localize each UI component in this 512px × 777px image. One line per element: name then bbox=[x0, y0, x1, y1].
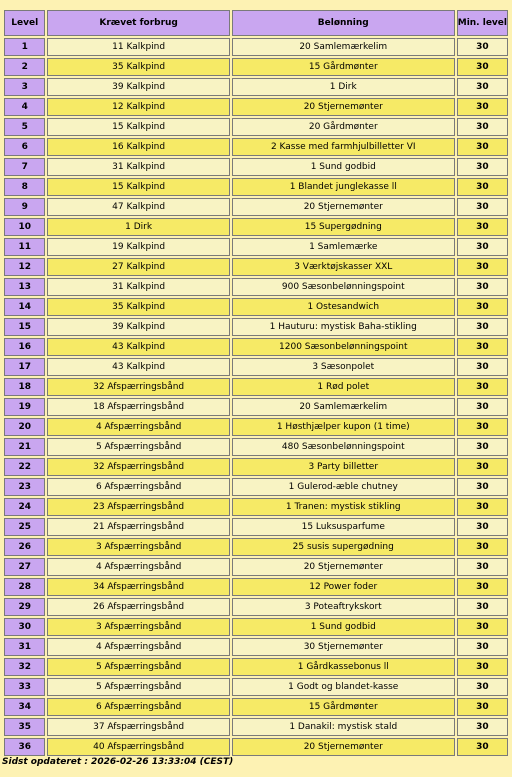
row-min-level: 30 bbox=[457, 458, 508, 476]
row-required: 15 Kalkpind bbox=[47, 118, 229, 136]
row-required: 5 Afspærringsbånd bbox=[47, 658, 229, 676]
row-required: 16 Kalkpind bbox=[47, 138, 229, 156]
row-required: 15 Kalkpind bbox=[47, 178, 229, 196]
row-level: 2 bbox=[4, 58, 45, 76]
row-level: 8 bbox=[4, 178, 45, 196]
row-min-level: 30 bbox=[457, 118, 508, 136]
row-required: 39 Kalkpind bbox=[47, 318, 229, 336]
table-row bbox=[4, 418, 508, 436]
row-level: 19 bbox=[4, 398, 45, 416]
table-row bbox=[4, 498, 508, 516]
row-level: 10 bbox=[4, 218, 45, 236]
row-required: 43 Kalkpind bbox=[47, 358, 229, 376]
rewards-table bbox=[2, 8, 510, 758]
table-row bbox=[4, 458, 508, 476]
row-reward: 20 Samlemærkelim bbox=[232, 398, 455, 416]
table-row bbox=[4, 478, 508, 496]
row-level: 14 bbox=[4, 298, 45, 316]
row-reward: 15 Gårdmønter bbox=[232, 58, 455, 76]
row-min-level: 30 bbox=[457, 318, 508, 336]
row-level: 13 bbox=[4, 278, 45, 296]
table-row bbox=[4, 338, 508, 356]
table-row bbox=[4, 718, 508, 736]
row-required: 1 Dirk bbox=[47, 218, 229, 236]
table-row bbox=[4, 278, 508, 296]
row-required: 4 Afspærringsbånd bbox=[47, 418, 229, 436]
row-required: 31 Kalkpind bbox=[47, 158, 229, 176]
row-reward: 3 Sæsonpolet bbox=[232, 358, 455, 376]
header-required: Krævet forbrug bbox=[47, 10, 229, 36]
row-reward: 15 Luksusparfume bbox=[232, 518, 455, 536]
row-required: 23 Afspærringsbånd bbox=[47, 498, 229, 516]
table-row bbox=[4, 178, 508, 196]
row-min-level: 30 bbox=[457, 178, 508, 196]
row-reward: 3 Poteaftrykskort bbox=[232, 598, 455, 616]
row-reward: 2 Kasse med farmhjulbilletter VI bbox=[232, 138, 455, 156]
row-required: 35 Kalkpind bbox=[47, 298, 229, 316]
row-min-level: 30 bbox=[457, 78, 508, 96]
row-required: 3 Afspærringsbånd bbox=[47, 618, 229, 636]
row-required: 39 Kalkpind bbox=[47, 78, 229, 96]
table-row bbox=[4, 678, 508, 696]
row-reward: 1 Dirk bbox=[232, 78, 455, 96]
table-row bbox=[4, 578, 508, 596]
row-min-level: 30 bbox=[457, 358, 508, 376]
row-level: 35 bbox=[4, 718, 45, 736]
row-min-level: 30 bbox=[457, 738, 508, 756]
row-required: 11 Kalkpind bbox=[47, 38, 229, 56]
row-reward: 20 Gårdmønter bbox=[232, 118, 455, 136]
row-required: 21 Afspærringsbånd bbox=[47, 518, 229, 536]
table-row bbox=[4, 198, 508, 216]
row-required: 40 Afspærringsbånd bbox=[47, 738, 229, 756]
row-reward: 1200 Sæsonbelønningspoint bbox=[232, 338, 455, 356]
row-required: 26 Afspærringsbånd bbox=[47, 598, 229, 616]
row-required: 12 Kalkpind bbox=[47, 98, 229, 116]
table-row bbox=[4, 618, 508, 636]
row-required: 18 Afspærringsbånd bbox=[47, 398, 229, 416]
row-level: 3 bbox=[4, 78, 45, 96]
row-level: 1 bbox=[4, 38, 45, 56]
row-level: 12 bbox=[4, 258, 45, 276]
row-min-level: 30 bbox=[457, 158, 508, 176]
table-row bbox=[4, 698, 508, 716]
row-min-level: 30 bbox=[457, 558, 508, 576]
table-row bbox=[4, 298, 508, 316]
row-level: 30 bbox=[4, 618, 45, 636]
row-level: 7 bbox=[4, 158, 45, 176]
row-reward: 1 Samlemærke bbox=[232, 238, 455, 256]
row-required: 43 Kalkpind bbox=[47, 338, 229, 356]
row-min-level: 30 bbox=[457, 478, 508, 496]
row-level: 16 bbox=[4, 338, 45, 356]
row-required: 27 Kalkpind bbox=[47, 258, 229, 276]
row-min-level: 30 bbox=[457, 138, 508, 156]
table-header-row bbox=[4, 10, 508, 36]
row-required: 47 Kalkpind bbox=[47, 198, 229, 216]
row-required: 6 Afspærringsbånd bbox=[47, 698, 229, 716]
table-row bbox=[4, 658, 508, 676]
row-reward: 3 Værktøjskasser XXL bbox=[232, 258, 455, 276]
table-row bbox=[4, 378, 508, 396]
row-level: 28 bbox=[4, 578, 45, 596]
row-reward: 20 Stjernemønter bbox=[232, 198, 455, 216]
row-min-level: 30 bbox=[457, 538, 508, 556]
row-min-level: 30 bbox=[457, 658, 508, 676]
row-required: 35 Kalkpind bbox=[47, 58, 229, 76]
row-level: 29 bbox=[4, 598, 45, 616]
table-row bbox=[4, 318, 508, 336]
row-reward: 20 Stjernemønter bbox=[232, 738, 455, 756]
table-row bbox=[4, 158, 508, 176]
row-level: 21 bbox=[4, 438, 45, 456]
row-min-level: 30 bbox=[457, 298, 508, 316]
last-updated: Sidst opdateret : 2026-02-26 13:33:04 (CEST) bbox=[2, 757, 234, 767]
row-min-level: 30 bbox=[457, 258, 508, 276]
row-reward: 30 Stjernemønter bbox=[232, 638, 455, 656]
row-reward: 15 Supergødning bbox=[232, 218, 455, 236]
table-row bbox=[4, 558, 508, 576]
table-row bbox=[4, 218, 508, 236]
row-level: 25 bbox=[4, 518, 45, 536]
row-level: 6 bbox=[4, 138, 45, 156]
row-reward: 20 Samlemærkelim bbox=[232, 38, 455, 56]
row-level: 9 bbox=[4, 198, 45, 216]
row-min-level: 30 bbox=[457, 98, 508, 116]
row-reward: 1 Godt og blandet-kasse bbox=[232, 678, 455, 696]
row-reward: 1 Sund godbid bbox=[232, 158, 455, 176]
row-level: 20 bbox=[4, 418, 45, 436]
row-reward: 1 Ostesandwich bbox=[232, 298, 455, 316]
row-level: 27 bbox=[4, 558, 45, 576]
row-level: 33 bbox=[4, 678, 45, 696]
row-min-level: 30 bbox=[457, 398, 508, 416]
row-min-level: 30 bbox=[457, 338, 508, 356]
table-row bbox=[4, 518, 508, 536]
row-reward: 3 Party billetter bbox=[232, 458, 455, 476]
table-row bbox=[4, 58, 508, 76]
table-row bbox=[4, 98, 508, 116]
row-level: 15 bbox=[4, 318, 45, 336]
row-min-level: 30 bbox=[457, 618, 508, 636]
table-row bbox=[4, 438, 508, 456]
row-reward: 1 Danakil: mystisk stald bbox=[232, 718, 455, 736]
table-row bbox=[4, 598, 508, 616]
row-level: 24 bbox=[4, 498, 45, 516]
row-level: 36 bbox=[4, 738, 45, 756]
row-reward: 1 Blandet junglekasse ll bbox=[232, 178, 455, 196]
table-row bbox=[4, 138, 508, 156]
header-min-level: Min. level bbox=[457, 10, 508, 36]
row-reward: 1 Hauturu: mystisk Baha-stikling bbox=[232, 318, 455, 336]
row-level: 4 bbox=[4, 98, 45, 116]
row-reward: 1 Gårdkassebonus ll bbox=[232, 658, 455, 676]
row-required: 5 Afspærringsbånd bbox=[47, 438, 229, 456]
row-min-level: 30 bbox=[457, 718, 508, 736]
table-row bbox=[4, 38, 508, 56]
row-min-level: 30 bbox=[457, 238, 508, 256]
table-row bbox=[4, 238, 508, 256]
row-required: 5 Afspærringsbånd bbox=[47, 678, 229, 696]
row-level: 31 bbox=[4, 638, 45, 656]
table-row bbox=[4, 358, 508, 376]
table-row bbox=[4, 638, 508, 656]
row-reward: 1 Rød polet bbox=[232, 378, 455, 396]
row-required: 31 Kalkpind bbox=[47, 278, 229, 296]
row-required: 32 Afspærringsbånd bbox=[47, 378, 229, 396]
row-reward: 12 Power foder bbox=[232, 578, 455, 596]
row-reward: 1 Gulerod-æble chutney bbox=[232, 478, 455, 496]
row-level: 26 bbox=[4, 538, 45, 556]
row-required: 34 Afspærringsbånd bbox=[47, 578, 229, 596]
row-reward: 1 Tranen: mystisk stikling bbox=[232, 498, 455, 516]
row-min-level: 30 bbox=[457, 598, 508, 616]
row-reward: 15 Gårdmønter bbox=[232, 698, 455, 716]
row-required: 19 Kalkpind bbox=[47, 238, 229, 256]
row-level: 18 bbox=[4, 378, 45, 396]
row-level: 23 bbox=[4, 478, 45, 496]
row-level: 11 bbox=[4, 238, 45, 256]
row-reward: 480 Sæsonbelønningspoint bbox=[232, 438, 455, 456]
row-min-level: 30 bbox=[457, 378, 508, 396]
row-level: 32 bbox=[4, 658, 45, 676]
header-level: Level bbox=[4, 10, 45, 36]
row-reward: 1 Høsthjælper kupon (1 time) bbox=[232, 418, 455, 436]
row-min-level: 30 bbox=[457, 678, 508, 696]
row-required: 4 Afspærringsbånd bbox=[47, 638, 229, 656]
row-min-level: 30 bbox=[457, 698, 508, 716]
row-min-level: 30 bbox=[457, 578, 508, 596]
row-level: 17 bbox=[4, 358, 45, 376]
row-min-level: 30 bbox=[457, 418, 508, 436]
row-min-level: 30 bbox=[457, 278, 508, 296]
header-reward: Belønning bbox=[232, 10, 455, 36]
row-required: 37 Afspærringsbånd bbox=[47, 718, 229, 736]
row-min-level: 30 bbox=[457, 38, 508, 56]
row-reward: 900 Sæsonbelønningspoint bbox=[232, 278, 455, 296]
row-min-level: 30 bbox=[457, 218, 508, 236]
row-required: 3 Afspærringsbånd bbox=[47, 538, 229, 556]
row-level: 34 bbox=[4, 698, 45, 716]
row-reward: 25 susis supergødning bbox=[232, 538, 455, 556]
row-level: 22 bbox=[4, 458, 45, 476]
row-level: 5 bbox=[4, 118, 45, 136]
row-required: 6 Afspærringsbånd bbox=[47, 478, 229, 496]
row-required: 32 Afspærringsbånd bbox=[47, 458, 229, 476]
row-reward: 20 Stjernemønter bbox=[232, 98, 455, 116]
row-reward: 20 Stjernemønter bbox=[232, 558, 455, 576]
row-reward: 1 Sund godbid bbox=[232, 618, 455, 636]
row-min-level: 30 bbox=[457, 198, 508, 216]
row-min-level: 30 bbox=[457, 58, 508, 76]
row-min-level: 30 bbox=[457, 638, 508, 656]
row-required: 4 Afspærringsbånd bbox=[47, 558, 229, 576]
row-min-level: 30 bbox=[457, 438, 508, 456]
table-row bbox=[4, 118, 508, 136]
table-row bbox=[4, 258, 508, 276]
table-row bbox=[4, 538, 508, 556]
table-row bbox=[4, 738, 508, 756]
row-min-level: 30 bbox=[457, 518, 508, 536]
table-row bbox=[4, 398, 508, 416]
row-min-level: 30 bbox=[457, 498, 508, 516]
table-row bbox=[4, 78, 508, 96]
